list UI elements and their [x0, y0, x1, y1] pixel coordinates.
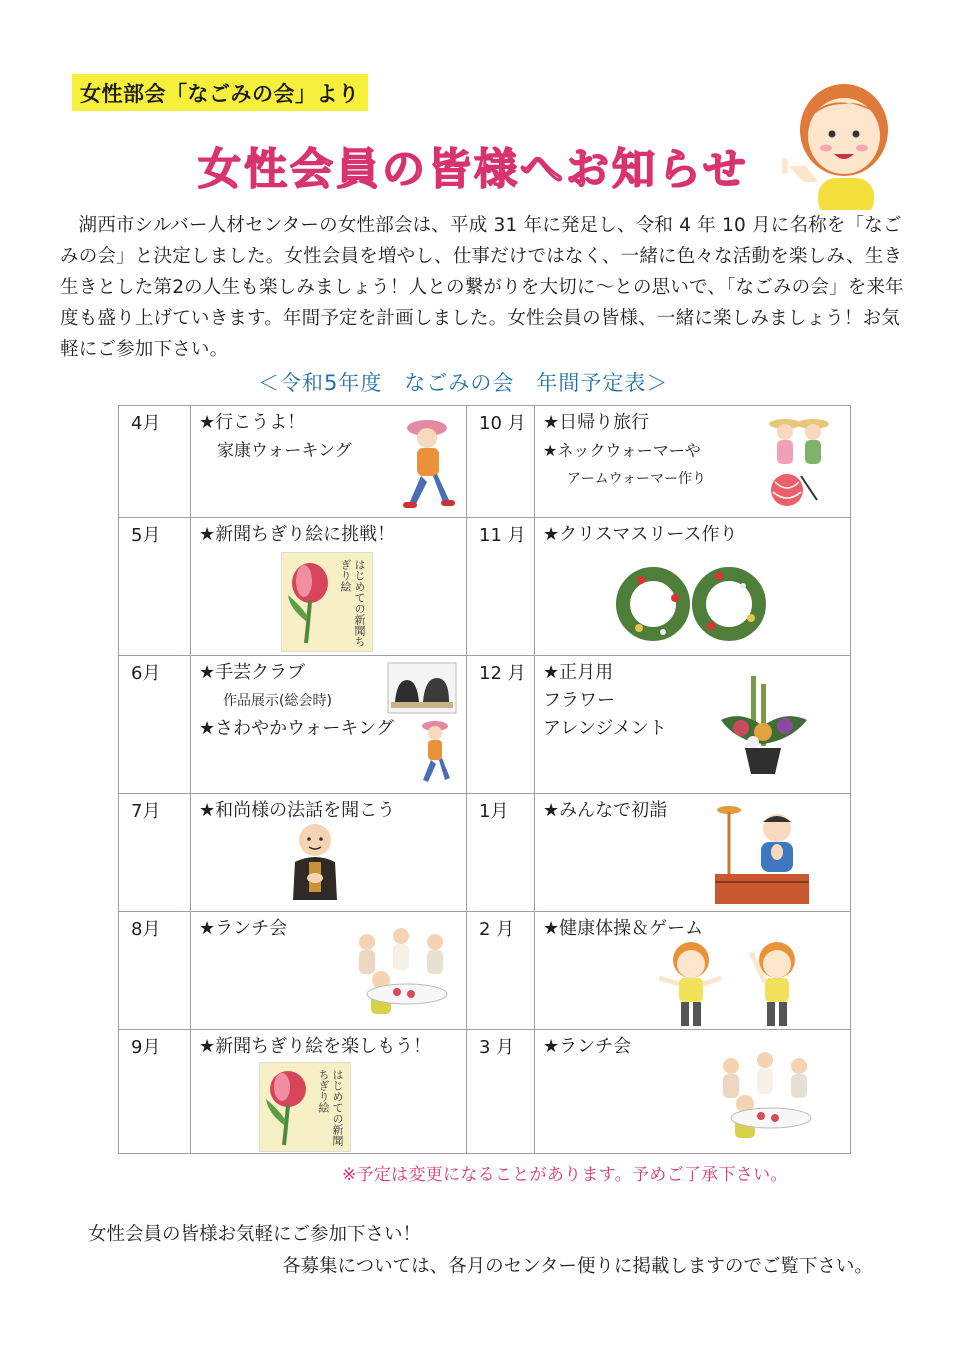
- table-row: [119, 656, 851, 794]
- book-cover-image: [259, 1062, 351, 1152]
- wreath-illustration: [611, 562, 771, 646]
- event-line: ★和尚様の法話を聞こう: [199, 800, 396, 821]
- month-label: 9月: [131, 1037, 161, 1058]
- event-line: ★さわやかウォーキング: [199, 718, 394, 739]
- page-title: 女性会員の皆様へお知らせ: [198, 145, 749, 195]
- event-line: ★新聞ちぎり絵を楽しもう！: [199, 1036, 432, 1057]
- intro-paragraph: 湖西市シルバー人材センターの女性部会は、平成 31 年に発足し、令和 4 年 10 月に名称を「なごみの会」と決定しました。女性会員を増やし、仕事だけではなく、一緒に色々な活動を楽しみ、生き生きとした第2の人生も楽しみましょう！人との繋がりを大切に〜との思いで、「なごみの会」を来年度も盛り上げていきます。年間予定を計画しました。女性会員の皆様、一緒に楽しみましょう！お気軽にご参加下さい。: [60, 215, 904, 360]
- walking-woman-illustration: [411, 718, 457, 788]
- table-row: [119, 912, 851, 1030]
- event-line: ★健康体操＆ゲーム: [543, 918, 704, 939]
- month-label: 6月: [131, 663, 161, 684]
- tulip-illustration: [262, 1067, 314, 1147]
- event-cell: [535, 518, 850, 549]
- monk-illustration: [289, 822, 341, 906]
- event-cell: [191, 1030, 466, 1061]
- table-row: [119, 1030, 851, 1154]
- event-line: ★ランチ会: [199, 918, 288, 939]
- table-row: [119, 794, 851, 912]
- lunch-party-illustration: [341, 920, 461, 1024]
- schedule-table: [118, 405, 851, 1154]
- month-label: 2 月: [479, 919, 515, 940]
- walking-woman-illustration: [391, 416, 461, 514]
- section-tag: 女性部会「なごみの会」より: [72, 74, 368, 111]
- event-line: ★新聞ちぎり絵に挑戦！: [199, 524, 396, 545]
- event-line: ★正月用: [543, 662, 614, 683]
- event-line: ★日帰り旅行: [543, 412, 650, 433]
- event-cell: [191, 794, 466, 825]
- lunch-party-illustration: [705, 1044, 825, 1148]
- travel-and-yarn-illustration: [755, 410, 845, 510]
- month-label: 4月: [131, 413, 161, 434]
- event-line: フラワー: [543, 690, 615, 711]
- book-cover-title: はじめての新聞ちぎり絵: [317, 1069, 344, 1146]
- month-label: 11 月: [479, 525, 526, 546]
- footer-info: 各募集については、各月のセンター便りに掲載しますのでご覧下さい。: [282, 1256, 873, 1277]
- event-line: 家康ウォーキング: [217, 441, 352, 461]
- footer-invitation: 女性会員の皆様お気軽にご参加下さい！: [88, 1224, 422, 1245]
- month-label: 8月: [131, 919, 161, 940]
- handicraft-bags-photo: [387, 662, 457, 714]
- table-row: [119, 518, 851, 656]
- event-line: ★ランチ会: [543, 1036, 632, 1057]
- event-line: ★みんなで初詣: [543, 800, 668, 821]
- month-label: 5月: [131, 525, 161, 546]
- month-label: 10 月: [479, 413, 526, 434]
- event-line: 作品展示(総会時): [223, 693, 332, 709]
- event-line: アレンジメント: [543, 718, 667, 739]
- schedule-note: ※予定は変更になることがあります。予めご了承下さい。: [342, 1165, 788, 1185]
- tulip-illustration: [284, 559, 336, 645]
- event-line: アームウォーマー作り: [567, 471, 707, 487]
- schedule-title: ＜令和5年度 なごみの会 年間予定表＞: [258, 371, 669, 395]
- month-label: 12 月: [479, 663, 526, 684]
- event-line: ★手芸クラブ: [199, 662, 306, 683]
- event-line: ★行こうよ！: [199, 412, 306, 433]
- book-cover-image: [281, 552, 373, 652]
- table-row: [119, 406, 851, 518]
- book-cover-title: はじめての新聞ちぎり絵: [339, 559, 366, 647]
- month-label: 3 月: [479, 1037, 515, 1058]
- event-line: ★クリスマスリース作り: [543, 524, 738, 545]
- event-cell: [191, 518, 466, 549]
- event-line: ★ネックウォーマーや: [543, 441, 701, 460]
- mascot-illustration: [760, 70, 900, 210]
- shrine-visit-illustration: [715, 804, 815, 908]
- exercise-illustration: [655, 938, 815, 1028]
- flower-arrangement-illustration: [711, 670, 815, 782]
- month-label: 1月: [479, 801, 509, 822]
- month-label: 7月: [131, 801, 161, 822]
